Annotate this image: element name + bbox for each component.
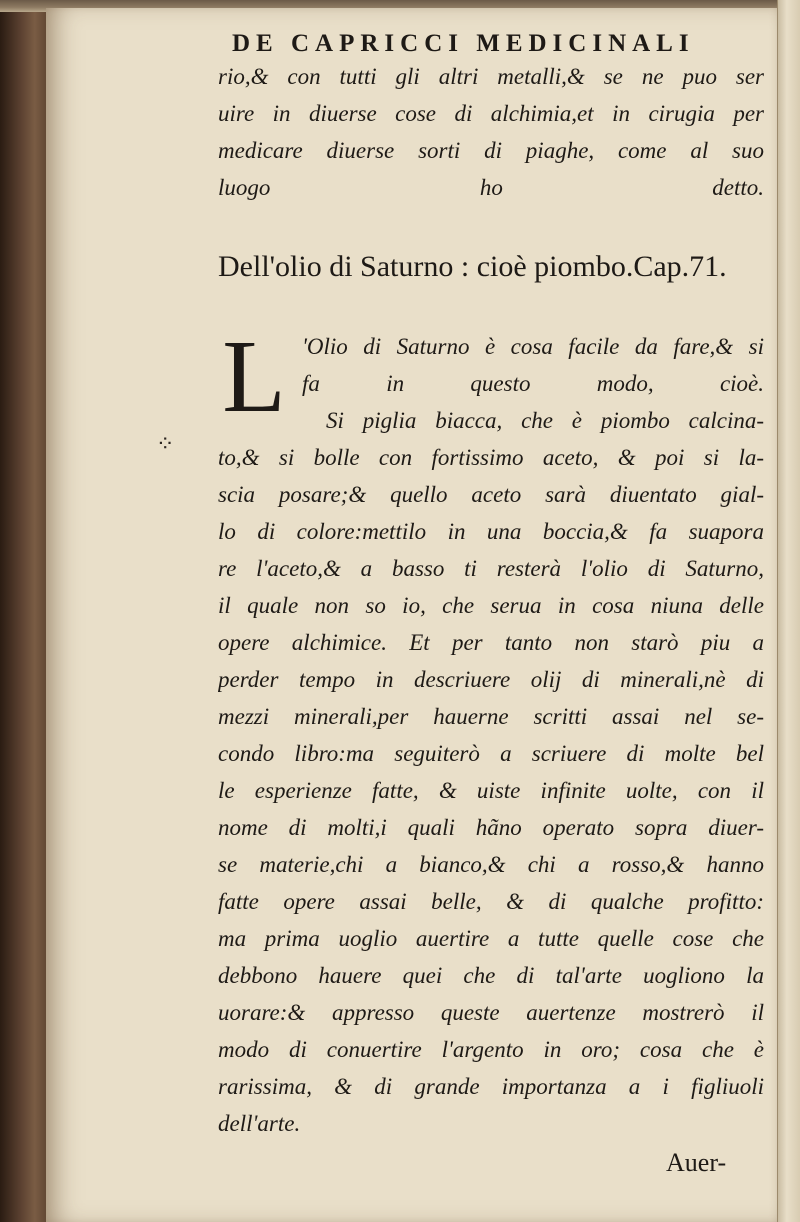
text-line: modo di conuertire l'argento in oro; cosa che è (218, 1037, 764, 1062)
intro-paragraph (218, 58, 764, 206)
text-line: mezzi minerali,per hauerne scritti assai nel se- (218, 704, 764, 729)
text-line: dell'arte. (218, 1111, 301, 1136)
catchword: Auer- (666, 1148, 727, 1177)
text-line: debbono hauere quei che di tal'arte uogliono la (218, 963, 764, 988)
text-line: luogo ho detto. (218, 175, 764, 200)
text-line: se materie,chi a bianco,& chi a rosso,& hanno (218, 852, 764, 877)
text-line: fa in questo modo, cioè. (302, 371, 764, 396)
text-line: rio,& con tutti gli altri metalli,& se ne puo ser (218, 64, 764, 89)
text-line: il quale non so io, che serua in cosa niuna delle (218, 593, 764, 618)
text-line: 'Olio di Saturno è cosa facile da fare,& si (302, 334, 764, 359)
text-line: rarissima, & di grande importanza a i figliuoli (218, 1074, 764, 1099)
chapter-title: Dell'olio di Saturno : cioè piombo.Cap.71. (218, 250, 727, 283)
next-page-edge (777, 0, 800, 1222)
text-line: scia posare;& quello aceto sarà diuentato gial- (218, 482, 764, 507)
text-line: Si piglia biacca, che è piombo calcina- (326, 408, 764, 433)
text-line: medicare diuerse sorti di piaghe, come al suo (218, 138, 764, 163)
text-line: uorare:& appresso queste auertenze mostrerò il (218, 1000, 764, 1025)
text-line: ma prima uoglio auertire a tutte quelle cose che (218, 926, 764, 951)
text-line: uire in diuerse cose di alchimia,et in cirugia per (218, 101, 764, 126)
text-line: to,& si bolle con fortissimo aceto, & poi si la- (218, 445, 764, 470)
text-line: re l'aceto,& a basso ti resterà l'olio di Saturno, (218, 556, 764, 581)
text-line: opere alchimice. Et per tanto non starò piu a (218, 630, 764, 655)
margin-mark-icon: ⁘ (156, 432, 175, 457)
running-head: DE CAPRICCI MEDICINALI (232, 30, 695, 57)
text-line: condo libro:ma seguiterò a scriuere di molte bel (218, 741, 764, 766)
text-line: nome di molti,i quali hãno operato sopra diuer- (218, 815, 764, 840)
drop-cap: L (222, 319, 286, 434)
text-line: fatte opere assai belle, & di qualche profitto: (218, 889, 764, 914)
text-line: perder tempo in descriuere olij di minerali,nè di (218, 667, 764, 692)
text-line: le esperienze fatte, & uiste infinite uolte, con il (218, 778, 764, 803)
chapter-body (218, 328, 764, 1142)
text-line: lo di colore:mettilo in una boccia,& fa suapora (218, 519, 764, 544)
